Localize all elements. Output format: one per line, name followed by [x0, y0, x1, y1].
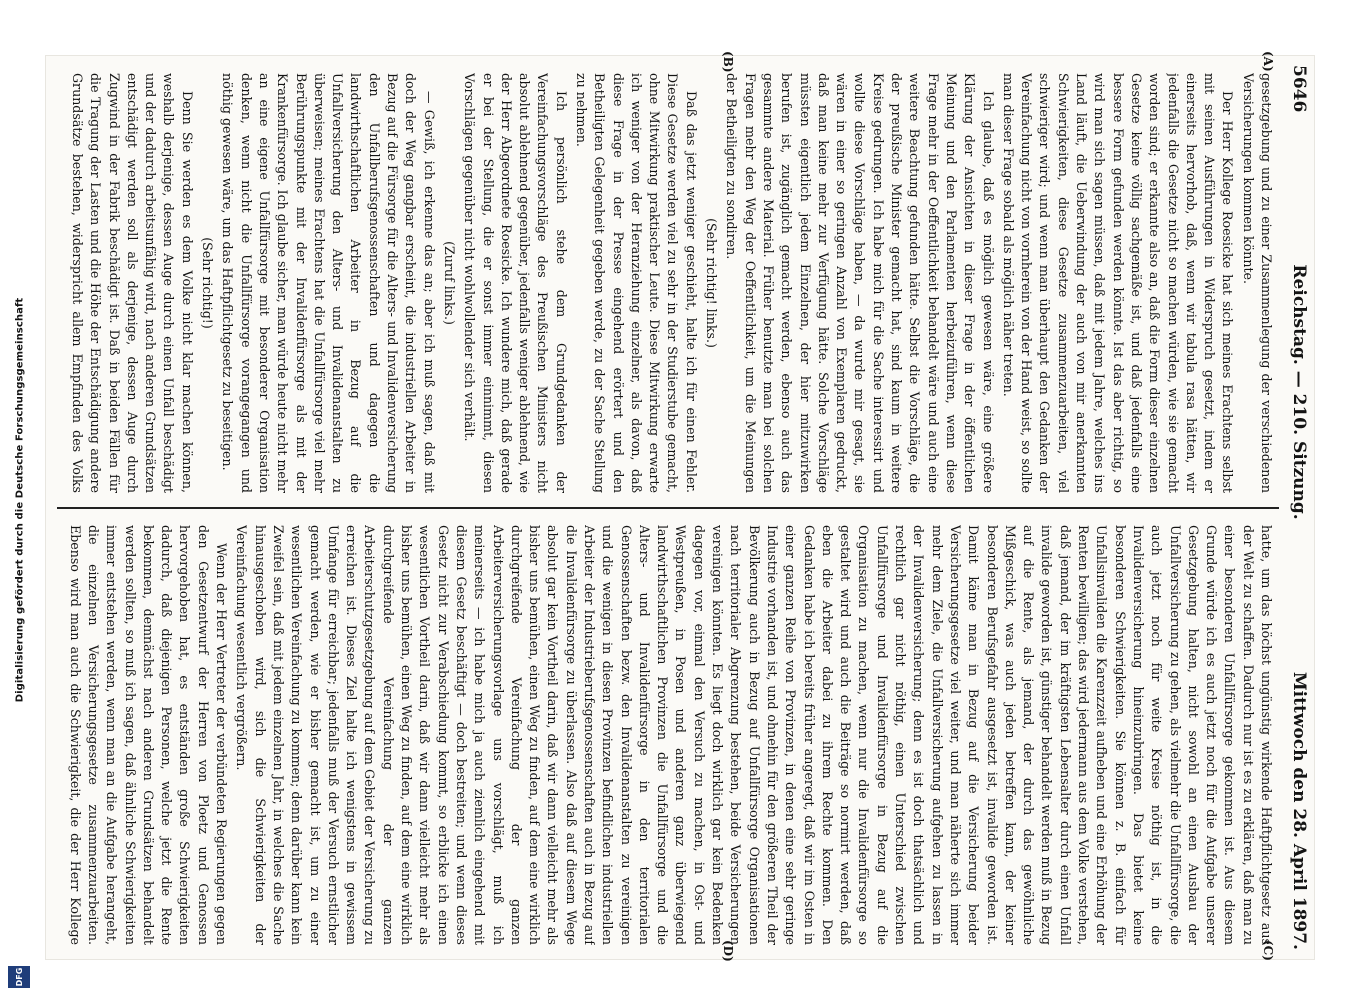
scanned-page	[45, 51, 1315, 962]
left-column	[65, 73, 1275, 493]
page-number: 5646	[1289, 65, 1309, 113]
marker-d: (D)	[721, 940, 735, 962]
page-content	[45, 51, 1315, 962]
paragraph: Denn Sie werden es dem Volke nicht klar machen können, weshalb derjenige, dessen Auge durch einen Unfall beschädigt und der dadurch arbeitsunfähig wird, nach anderen Grundsätzen entschädigt werden soll als derjenige, dessen Auge durch Zugwind in der Fabrik beschädigt ist. Daß in beiden Fällen für die Tragung der Lasten und die Höhe der Entschädigung andere Grundsätze bestehen, widerspricht allem Empfinden des Volks	[70, 73, 195, 493]
paragraph: Ich persönlich stehe dem Grundgedanken der Vereinfachungsvorschläge des Preußischen Ministers nicht absolut ablehnend gegenüber, jedenfalls weniger ablehnend, wie der Herr Abgeordnete Roesicke. Ich wundere mich, daß gerade er bei der Stellung, die er sonst immer einnimmt, diesen Vorschlägen gegenüber nicht wohlwollender sich verhält.	[462, 73, 569, 493]
paragraph: — Gewiß, ich erkenne das an; aber ich muß sagen, daß mit doch der Weg gangbar erscheint, die industriellen Arbeiter in Bezug auf die Fürsorge für die Alters- und Invalidenversicherung den Unfallberufsgenossenschaften und dagegen die landwirthschaftlichen Arbeiter in Bezug auf die Unfallversicherung den Alters- und Invalidenanstalten zu überweisen; meines Erachtens hat die Unfallfürsorge viel mehr Berührungspunkte mit der Invalidenfürsorge als mit der Krankenfürsorge. Ich glaube sicher, man würde heute nicht mehr an eine eigene Unfallfürsorge mit besonderer Organisation denken, wenn nicht die Unfallfürsorge vorangegangen und nöthig gewesen wäre, um das Haftpflichtgesetz zu beseitigen.	[220, 73, 437, 493]
session-title: Reichstag. — 210. Sitzung.	[1289, 264, 1309, 520]
page-header	[1287, 65, 1309, 950]
session-date: Mittwoch den 28. April 1897.	[1289, 671, 1309, 950]
paragraph: gesetzgebung und zu einer Zusammenlegung der verschiedenen Versicherungen kommen könnte.	[1240, 73, 1274, 493]
paragraph: Daß das jetzt weniger geschieht, halte ich für einen Fehler. Diese Gesetze werden viel zu sehr in der Studierstube gemacht, ohne Mitwirkung praktischer Leute. Diese Mitwirkung erwarte ich weniger von der Heranziehung einzelner, als davon, daß diese Frage in der Presse eingehend erörtert und den Betheiligten Gelegenheit gegeben werde, zu der Sache Stellung zu nehmen.	[574, 73, 699, 493]
marker-c: (C)	[1261, 940, 1275, 961]
interjection: (Zuruf links.)	[441, 241, 457, 325]
paragraph: Ich glaube, daß es möglich gewesen wäre, eine größere Klärung der Ansichten in dieser Frage in der öffentlichen Meinung und den Parlamenten herbeizuführen, wenn diese Frage mehr in der Oeffentlichkeit behandelt wäre und auch eine weitere Beachtung gefunden hätte. Selbst die Vorschläge, die der preußische Minister gemacht hat, sind kaum in weitere Kreise gedrungen. Ich habe mich für die Sache interessirt und wollte diese Vorschläge haben, — da wurde mir gesagt, sie wären in einer so geringen Anzahl von Exemplaren gedruckt, daß man keine mehr zur Verfügung hätte. Solche Vorschläge müssten eigentlich jedem Einzelnen, der hier mitzuwirken berufen ist, zugänglich gemacht werden, ebenso auch das gesammte andere Material. Früher benutzte man bei solchen Fragen mehr den Weg der Oeffentlichkeit, um die Meinungen der Betheiligten zu sondiren.	[724, 73, 996, 493]
paragraph: Der Herr Kollege Roesicke hat sich meines Erachtens selbst mit seinen Ausführungen in Widerspruch gesetzt, indem er einerseits hervorhob, daß, wenn wir tabula rasa hätten, wir jedenfalls die Gesetze nicht so machen würden, wie sie gemacht worden sind; er erkannte also an, daß die Form dieser einzelnen Gesetze keine völlig sachgemäße ist, und daß jedenfalls eine bessere Form gefunden werden könnte. Ist das aber richtig, so wird man sich sagen müssen, daß mit jedem Jahre, welches ins Land läuft, die Ueberwindung der auch von mir anerkannten Schwierigkeiten, diese Gesetze zusammenzuarbeiten, viel schwieriger wird; und wenn man überhaupt den Gedanken der Vereinfachung nicht von vornherein von der Hand weist, so sollte man dieser Frage sobald als möglich näher treten.	[1000, 73, 1236, 493]
marker-b: (B)	[721, 51, 735, 73]
dfg-logo-icon: DFG	[8, 966, 30, 988]
right-column	[65, 525, 1275, 945]
interjection: (Sehr richtig!)	[200, 237, 216, 329]
funding-attribution: Digitalisierung gefördert durch die Deutsche Forschungsgemeinschaft	[14, 297, 26, 703]
interjection: (Sehr richtig! links.)	[704, 218, 720, 348]
column-divider	[57, 507, 1279, 509]
sidebar	[0, 0, 40, 1000]
paragraph: Wenn der Herr Vertreter der verbündeten Regierungen gegen den Gesetzentwurf der Herren von Ploetz und Genossen hervorgehoben hat, es entständen große Schwierigkeiten dadurch, daß diejenigen Personen, welche jetzt die Rente bekommen, demnächst nach anderen Grundsätzen behandelt werden sollten, so muß ich sagen, daß ähnliche Schwierigkeiten immer entstehen werden, wenn man an die Aufgabe herangeht, die einzelnen Versicherungsgesetze zusammenzuarbeiten. Ebenso wird man auch die Schwierigkeit, die der Herr Kollege	[67, 525, 230, 945]
marker-a: (A)	[1261, 51, 1275, 72]
paragraph: hatte, um das höchst ungünstig wirkende Haftpflichtgesetz aus der Welt zu schaffen. Dadurch nur ist es zu erklären, daß man zu einer besonderen Unfallfürsorge gekommen ist. Aus diesem Grunde würde ich es auch jetzt noch für die Aufgabe unserer Gesetzgebung halten, nicht sowohl an einen Ausbau der Unfallversicherung zu gehen, als vielmehr die Unfallfürsorge, die auch jetzt noch für weite Kreise nöthig ist, in die Invalidenversicherung hineinzubringen. Das bietet keine besonderen Schwierigkeiten. Sie können z. B. einfach für Unfallsinvaliden die Karenzzeit aufheben und eine Erhöhung der Renten bewilligen; das wird jedermann aus dem Volke verstehen, daß jemand, der im kräftigsten Lebensalter durch einen Unfall invalide geworden ist, günstiger behandelt werden muß in Bezug auf die Rente, als jemand, der durch das gewöhnliche Mißgeschick, was auch jeden betreffen kann, der keiner besonderen Berufsgefahr ausgesetzt ist, invalide geworden ist. Damit käme man in Bezug auf die Versicherung beider Versicherungsgesetze viel weiter, und man näherte sich immer mehr dem Ziele, die Unfallversicherung aufgehen zu lassen in der Invalidenversicherung; denn es ist doch thatsächlich und rechtlich gar nicht nöthig, einen Unterschied zwischen Unfallfürsorge und Invalidenfürsorge in Bezug auf die Organisation zu machen, wenn nur die Invalidenfürsorge so gestaltet wird und auch die Beiträge so normirt werden, daß eben die Arbeiter dabei zu ihrem Rechte kommen. Den Gedanken habe ich bereits früher angeregt, daß wir im Osten in einer ganzen Reihe von Provinzen, in denen eine sehr geringe Industrie vorhanden ist, und ohnehin für den größeren Theil der Bevölkerung auch in Bezug auf Unfallfürsorge Organisationen nach territorialer Abgrenzung bestehen, beide Versicherungen vereinigen könnten. Es liegt doch wirklich gar kein Bedenken dagegen vor, einmal den Versuch zu machen, in Ost- und Westpreußen, in Posen und anderen ganz überwiegend landwirthschaftlichen Provinzen die Unfallfürsorge und die Alters- und Invalidenfürsorge in den territorialen Genossenschaften bezw. den Invalidenanstalten zu vereinigen und die wenigen in diesen Provinzen befindlichen industriellen Arbeiter der Industrieberufsgenossenschaften auch in Bezug auf die Invalidenfürsorge zu überlassen. Also daß auf diesem Wege absolut gar kein Vortheil darin, daß wir dann vielleicht mehr als bisher uns bemühen, einen Weg zu finden, auf dem eine wirklich durchgreifende Vereinfachung der ganzen Arbeiterversicherungsvorlage uns vorschlägt, muß ich meinerseits — ich habe mich ja auch ziemlich eingehend mit diesem Gesetz beschäftigt — doch bestreiten; und wenn dieses Gesetz nicht zur Verabschiedung kommt, so erblicke ich einen wesentlichen Vortheil darin, daß wir dann vielleicht mehr als bisher uns bemühen, einen Weg zu finden, auf dem eine wirklich durchgreifende Vereinfachung der ganzen Arbeiterschutzgesetzgebung auf dem Gebiet der Versicherung zu erreichen ist. Dieses Ziel halte ich wenigstens in gewissem Umfange für erreichbar; jedenfalls muß der Versuch ernstlicher gemacht werden, wie er bisher gemacht ist, um zu einer wesentlichen Vereinfachung zu kommen; denn darüber kann kein Zweifel sein, daß mit jedem einzelnen Jahr, in welches die Sache hinausgeschoben wird, sich die Schwierigkeiten der Vereinfachung wesentlich vergrößern.	[234, 525, 1274, 945]
